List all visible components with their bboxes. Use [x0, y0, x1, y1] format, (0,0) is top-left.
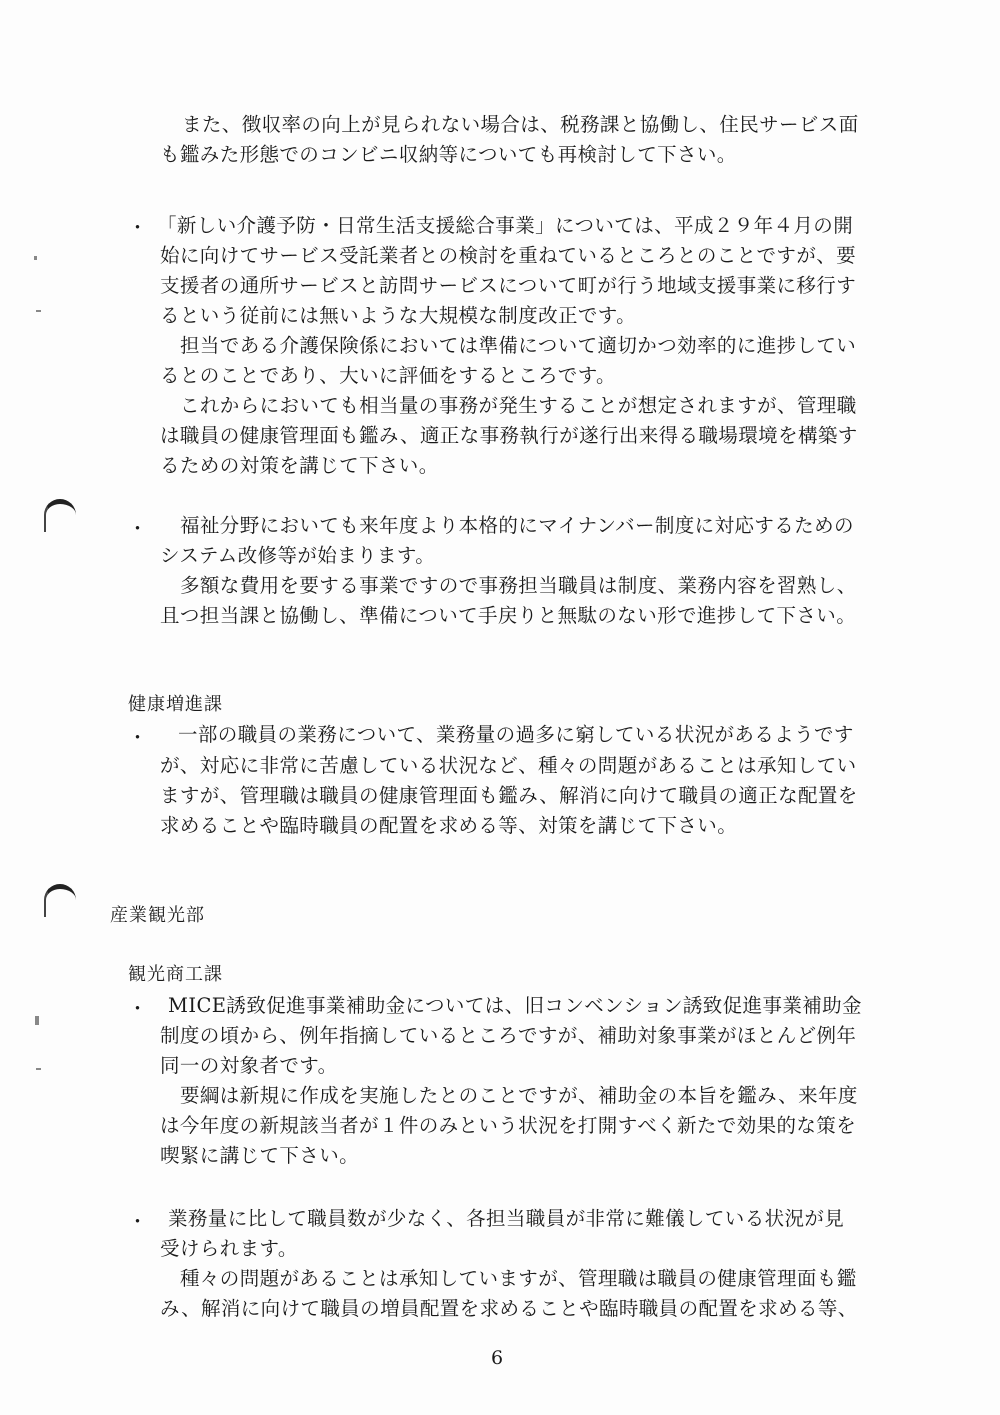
scan-speck: [36, 1068, 41, 1070]
mice-line: 喫緊に講じて下さい。: [160, 1144, 360, 1167]
mice-line: MICE誘致促進事業補助金については、旧コンベンション誘致促進事業補助金: [168, 994, 862, 1017]
scan-speck: [34, 256, 37, 260]
mice-line: 要綱は新規に作成を実施したとのことですが、補助金の本旨を鑑み、来年度: [180, 1084, 858, 1107]
kenko-line: 求めることや臨時職員の配置を求める等、対策を講じて下さい。: [160, 814, 738, 837]
mynumber-line: 福祉分野においても来年度より本格的にマイナンバー制度に対応するための: [180, 514, 854, 537]
page-number: 6: [491, 1347, 504, 1369]
kaigo-line: るための対策を講じて下さい。: [160, 454, 439, 477]
scan-speck: [36, 310, 41, 312]
section-heading-kenko: 健康増進課: [128, 694, 223, 715]
department-heading-sangyo: 産業観光部: [110, 905, 205, 926]
intro-line: も鑑みた形態でのコンビニ収納等についても再検討して下さい。: [160, 143, 737, 166]
mice-line: 同一の対象者です。: [160, 1054, 338, 1077]
kaigo-line: は職員の健康管理面も鑑み、適正な事務執行が遂行出来得る職場環境を構築す: [160, 424, 858, 447]
kenko-line: 一部の職員の業務について、業務量の過多に窮している状況があるようです: [178, 723, 854, 746]
kaigo-line: るという従前には無いような大規模な制度改正です。: [160, 304, 637, 327]
mice-line: は今年度の新規該当者が１件のみという状況を打開すべく新たで効果的な策を: [160, 1114, 857, 1137]
bullet-marker: ・: [128, 727, 148, 749]
kaigo-line: 支援者の通所サービスと訪問サービスについて町が行う地域支援事業に移行す: [160, 274, 857, 297]
bullet-marker: ・: [128, 217, 148, 239]
bullet-marker: ・: [128, 998, 148, 1020]
section-heading-kanko: 観光商工課: [128, 964, 223, 985]
intro-line: また、徴収率の向上が見られない場合は、税務課と協働し、住民サービス面: [182, 113, 859, 136]
kaigo-line: 「新しい介護予防・日常生活支援総合事業」については、平成２９年４月の開: [157, 214, 854, 237]
binder-punch-mark-top: [44, 499, 76, 532]
staff-line: み、解消に向けて職員の増員配置を求めることや臨時職員の配置を求める等、: [160, 1297, 858, 1320]
mice-line: 制度の頃から、例年指摘しているところですが、補助対象事業がほとんど例年: [160, 1024, 857, 1047]
kenko-line: ますが、管理職は職員の健康管理面も鑑み、解消に向けて職員の適正な配置を: [160, 784, 858, 807]
kaigo-line: 始に向けてサービス受託業者との検討を重ねているところとのことですが、要: [160, 244, 857, 267]
kaigo-line: これからにおいても相当量の事務が発生することが想定されますが、管理職: [180, 394, 857, 417]
mynumber-line: 多額な費用を要する事業ですので事務担当職員は制度、業務内容を習熟し、: [180, 574, 857, 597]
scan-speck: [35, 1016, 39, 1025]
kenko-line: が、対応に非常に苦慮している状況など、種々の問題があることは承知してい: [160, 754, 857, 777]
mynumber-line: システム改修等が始まります。: [160, 544, 436, 567]
staff-line: 業務量に比して職員数が少なく、各担当職員が非常に難儀している状況が見: [168, 1207, 845, 1230]
staff-line: 受けられます。: [160, 1237, 298, 1260]
kaigo-line: るとのことであり、大いに評価をするところです。: [160, 364, 616, 387]
mynumber-line: 且つ担当課と協働し、準備について手戻りと無駄のない形で進捗して下さい。: [160, 604, 857, 627]
bullet-marker: ・: [128, 518, 148, 540]
binder-punch-mark-bottom: [44, 884, 76, 917]
staff-line: 種々の問題があることは承知していますが、管理職は職員の健康管理面も鑑: [180, 1267, 857, 1290]
bullet-marker: ・: [128, 1211, 148, 1233]
kaigo-line: 担当である介護保険係においては準備について適切かつ効率的に進捗してい: [180, 334, 857, 357]
